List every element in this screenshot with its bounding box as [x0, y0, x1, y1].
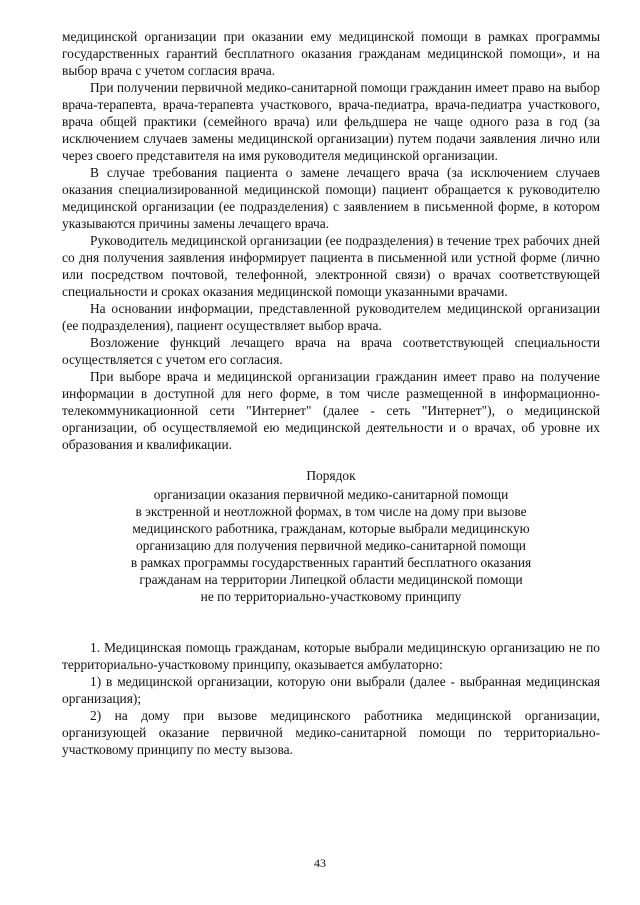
- section-title-line: медицинского работника, гражданам, которые выбрали медицинскую: [132, 521, 530, 536]
- section-title-line: в рамках программы государственных гарантий бесплатного оказания: [130, 555, 532, 570]
- paragraph: На основании информации, представленной руководителем медицинской организации (ее подразделения), пациент осуществляет выбор врача.: [62, 301, 600, 333]
- paragraph: 1) в медицинской организации, которую они выбрали (далее - выбранная медицинская организация);: [62, 674, 600, 706]
- section-title-line: в экстренной и неотложной формах, в том числе на дому при вызове: [135, 504, 527, 519]
- paragraph: Руководитель медицинской организации (ее подразделения) в течение трех рабочих дней со дня получения заявления информирует пациента в письменной или устной форме (лично или посредством почтовой, телефонной, электронной связи) о врачах соответствующей специальности и сроках оказания медицинской помощи указанными врачами.: [62, 233, 600, 299]
- section-title-line: организацию для получения первичной медико-санитарной помощи: [136, 538, 526, 553]
- paragraph: Возложение функций лечащего врача на врача соответствующей специальности осуществляется с учетом его согласия.: [62, 335, 600, 367]
- paragraph: 2) на дому при вызове медицинского работника медицинской организации, организующей оказание первичной медико-санитарной помощи по территориально-участковому принципу по месту вызова.: [62, 708, 600, 757]
- page-content: [62, 28, 600, 758]
- section-title-line: не по территориально-участковому принципу: [200, 589, 462, 604]
- section-title-line: гражданам на территории Липецкой области медицинской помощи: [139, 572, 523, 587]
- paragraph: При получении первичной медико-санитарной помощи гражданин имеет право на выбор врача-терапевта, врача-терапевта участкового, врача-педиатра, врача-педиатра участкового, врача общей практики (семейного врача) или фельдшера не чаще одного раза в год (за исключением случаев замены медицинской организации) путем подачи заявления лично или через своего представителя на имя руководителя медицинской организации.: [62, 80, 600, 163]
- section-title-line: организации оказания первичной медико-санитарной помощи: [153, 487, 509, 502]
- page-number: 43: [314, 856, 326, 870]
- paragraph: При выборе врача и медицинской организации гражданин имеет право на получение информации в доступной для него форме, в том числе размещенной в информационно-телекоммуникационной сети "Интернет" (далее - сеть "Интернет"), о медицинской организации, об осуществляемой ею медицинской деятельности и о врачах, об уровне их образования и квалификации.: [62, 369, 600, 452]
- paragraph: 1. Медицинская помощь гражданам, которые выбрали медицинскую организацию не по территориально-участковому принципу, оказывается амбулаторно:: [62, 640, 600, 672]
- paragraph: медицинской организации при оказании ему медицинской помощи в рамках программы государственных гарантий бесплатного оказания гражданам медицинской помощи», и на выбор врача с учетом согласия врача.: [62, 29, 600, 78]
- section-title: [62, 467, 600, 605]
- spacer: [62, 605, 600, 639]
- paragraph: В случае требования пациента о замене лечащего врача (за исключением случаев оказания специализированной медицинской помощи) пациент обращается к руководителю медицинской организации (ее подразделения) с заявлением в письменной форме, в котором указываются причины замены лечащего врача.: [62, 165, 600, 231]
- section-heading: Порядок: [306, 468, 356, 483]
